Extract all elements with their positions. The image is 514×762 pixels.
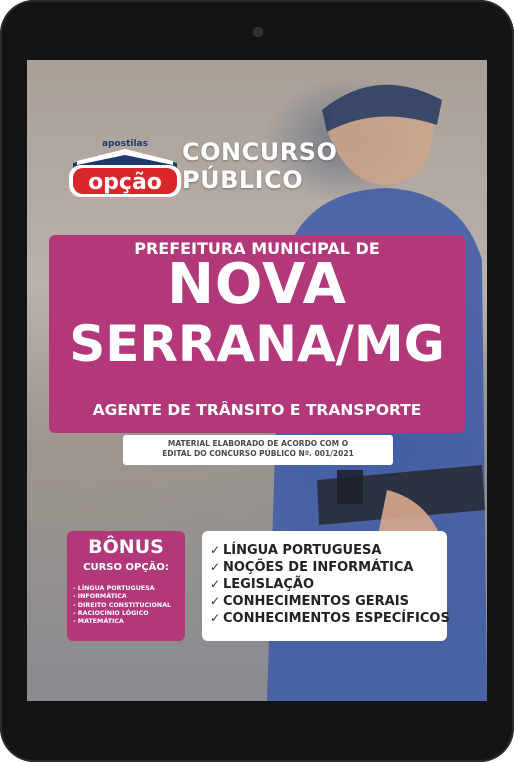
list-item: - DIREITO CONSTITUCIONAL [73, 601, 172, 609]
logo-brand-text: opção [88, 170, 162, 195]
cargo-title: AGENTE DE TRÂNSITO E TRANSPORTE [92, 401, 422, 419]
subject-label: LÍNGUA PORTUGUESA [223, 543, 382, 558]
list-item: - LÍNGUA PORTUGUESA [73, 585, 155, 592]
camera-icon [253, 27, 263, 37]
subject-label: NOÇÕES DE INFORMÁTICA [223, 560, 414, 575]
prefeitura-label: PREFEITURA MUNICIPAL DE [134, 239, 380, 258]
list-item: - RACIOCÍNIO LÓGICO [73, 609, 149, 617]
check-icon: ✓ [210, 577, 221, 591]
material-line-2: EDITAL DO CONCURSO PÚBLICO Nº. 001/2021 [162, 449, 354, 458]
material-line-1: MATERIAL ELABORADO DE ACORDO COM O [167, 439, 349, 448]
list-item [210, 542, 447, 559]
bonus-title: BÔNUS [88, 536, 164, 558]
apostilas-opcao-logo [59, 123, 191, 201]
check-icon: ✓ [210, 543, 221, 557]
bonus-subtitle: CURSO OPÇÃO: [83, 562, 169, 573]
book-cover [27, 60, 487, 701]
list-item [210, 610, 450, 627]
bonus-panel [67, 531, 185, 641]
title-panel [49, 235, 465, 433]
header-title: CONCURSO PÚBLICO [182, 138, 338, 194]
city-name-line1: NOVA [167, 252, 347, 317]
list-item: - MATEMÁTICA [73, 618, 124, 626]
list-item [210, 593, 447, 610]
bonus-list [73, 585, 171, 626]
city-name-line2: SERRANA/MG [69, 315, 445, 373]
subject-label: LEGISLAÇÃO [223, 577, 315, 592]
subjects-panel [202, 531, 450, 641]
list-item: - INFORMÁTICA [73, 593, 127, 601]
subject-label: CONHECIMENTOS GERAIS [223, 594, 409, 609]
check-icon: ✓ [210, 594, 221, 608]
subject-label: CONHECIMENTOS ESPECÍFICOS [223, 611, 450, 626]
material-note [123, 435, 393, 465]
check-icon: ✓ [210, 560, 221, 574]
check-icon: ✓ [210, 611, 221, 625]
list-item [210, 576, 447, 593]
list-item [210, 559, 447, 576]
logo-small-text: apostilas [102, 139, 148, 149]
